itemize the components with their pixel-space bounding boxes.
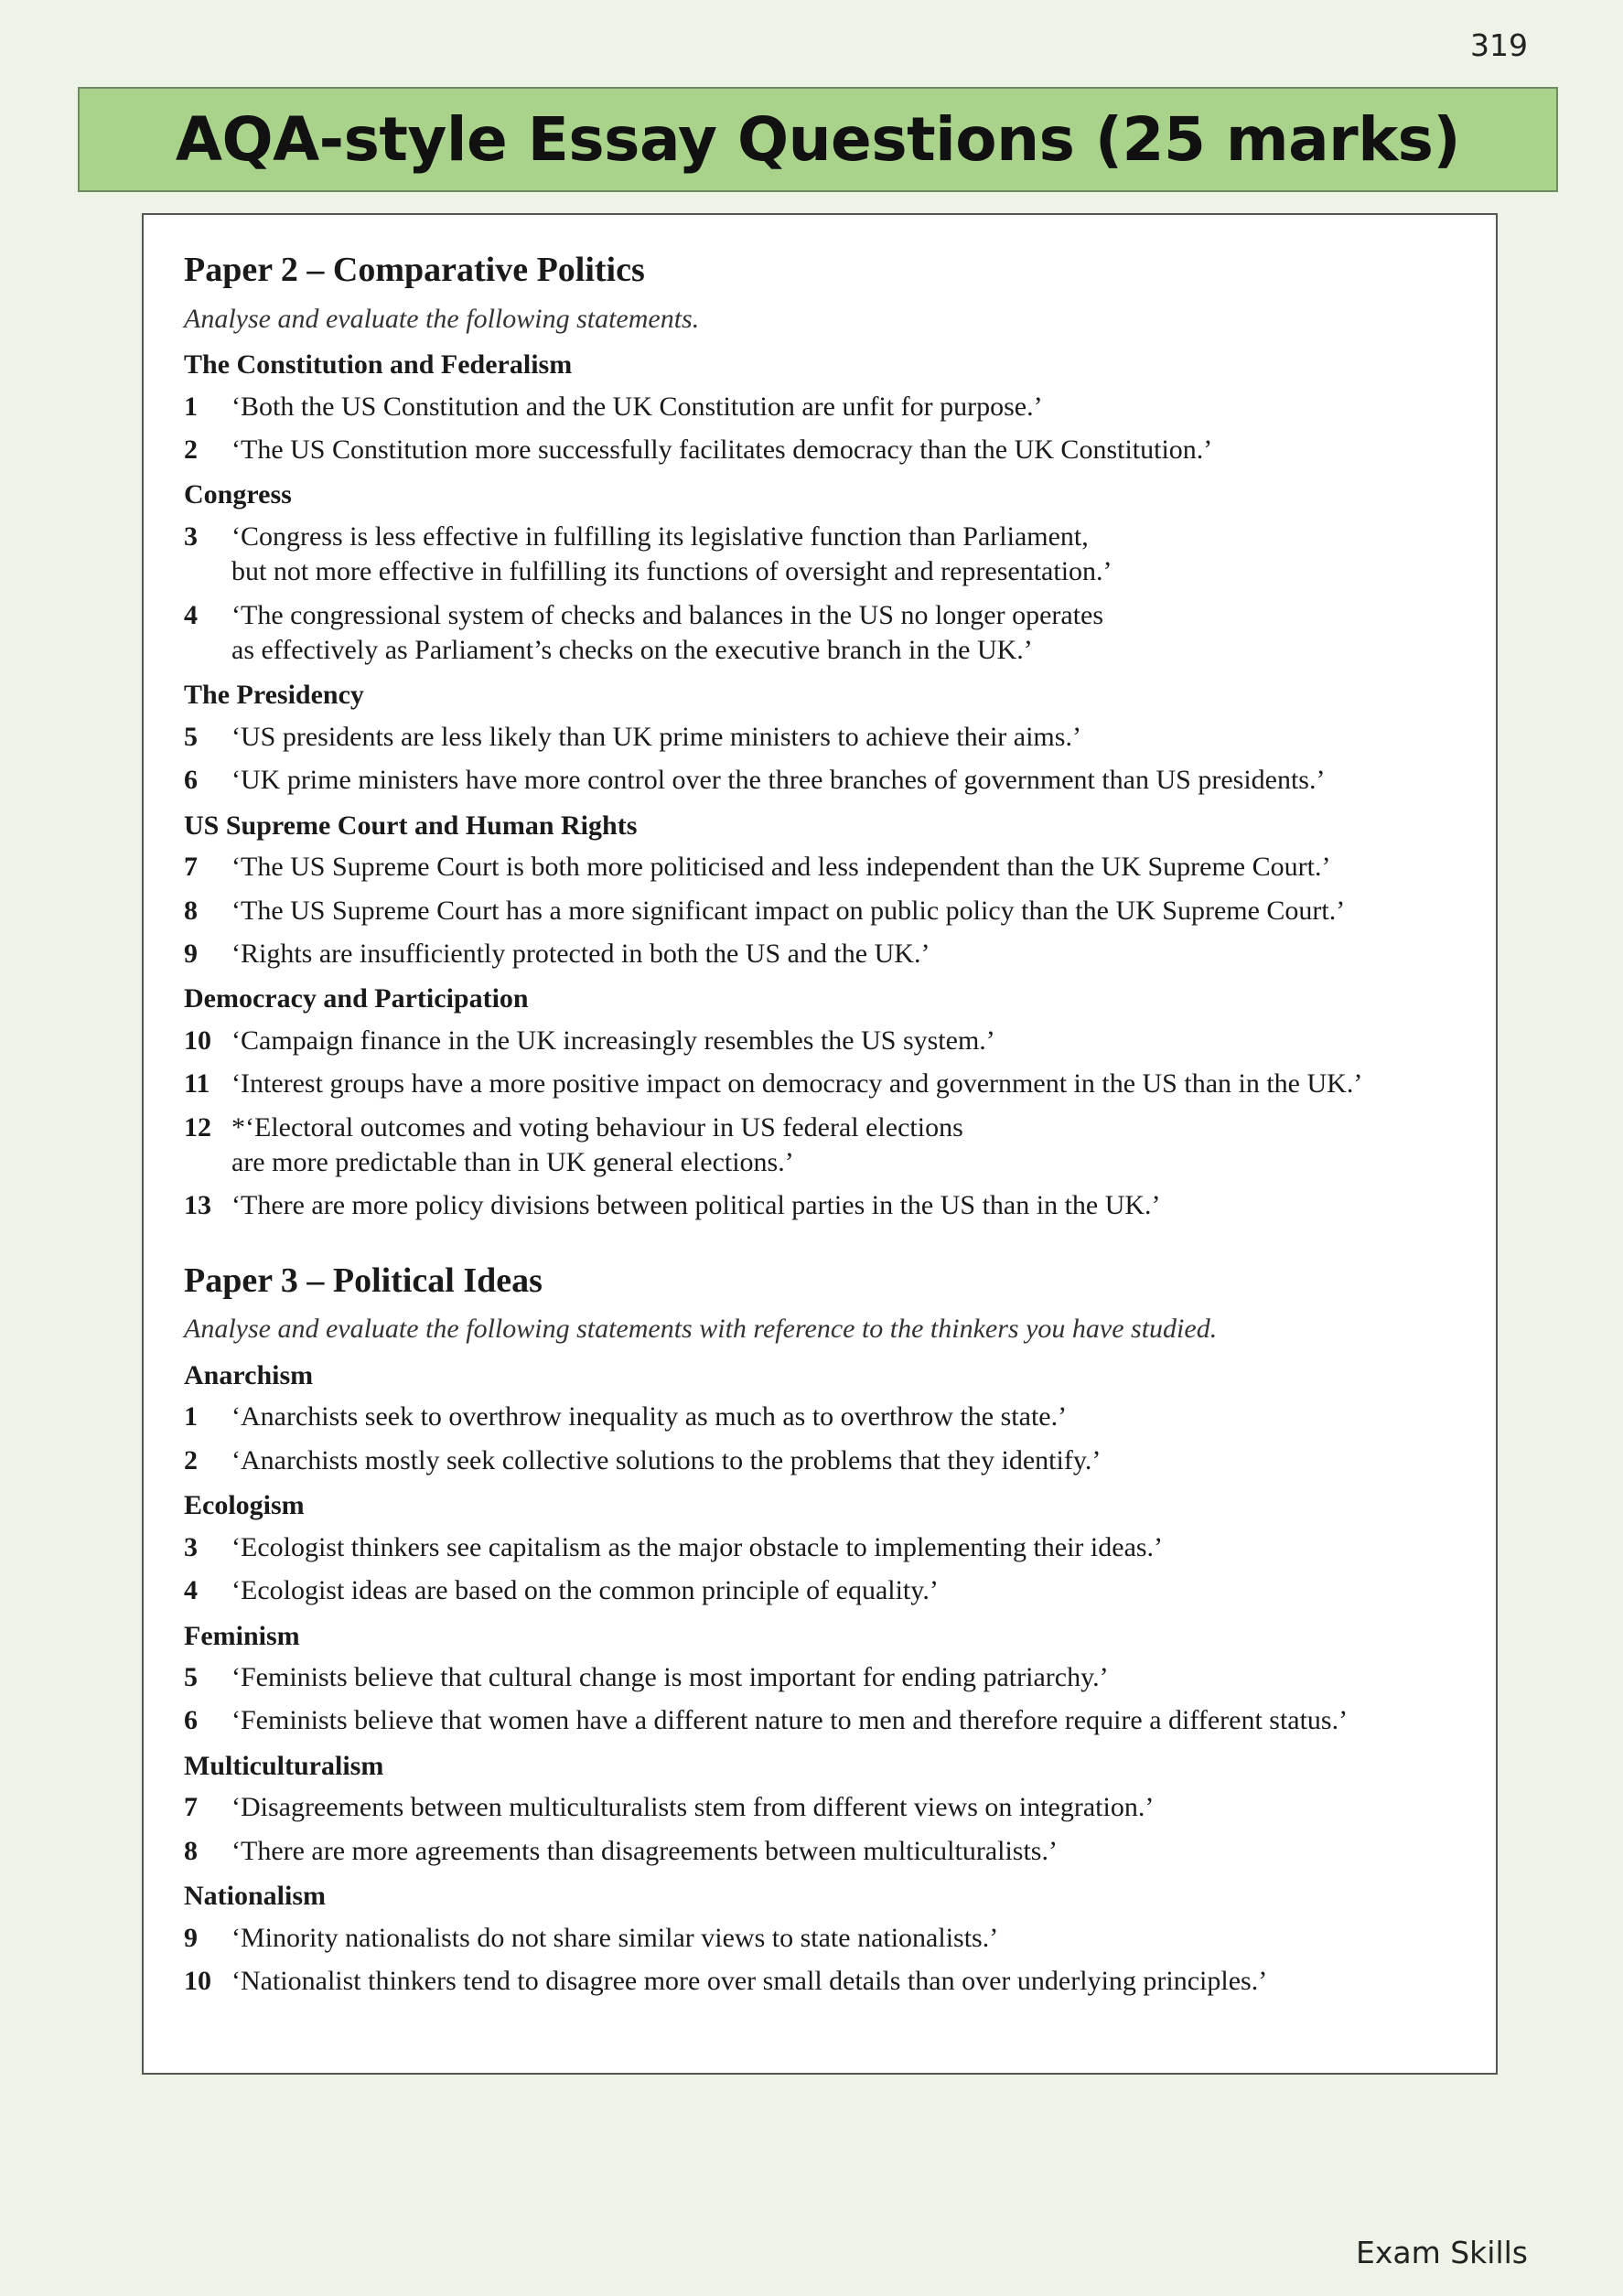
question-text: ‘Ecologist ideas are based on the common principle of equality.’ <box>231 1575 939 1606</box>
question-number: 3 <box>184 1531 198 1562</box>
question-item <box>184 1573 1459 1608</box>
title-banner <box>78 87 1558 192</box>
question-item <box>184 1834 1459 1869</box>
question-number: 1 <box>184 391 198 422</box>
question-text: ‘There are more policy divisions between political parties in the US than in the UK.’ <box>231 1190 1161 1221</box>
topic-heading: Congress <box>184 479 292 510</box>
paper-title: Paper 2 – Comparative Politics <box>184 251 645 289</box>
question-item <box>184 1188 1459 1223</box>
question-number: 6 <box>184 765 198 796</box>
question-item <box>184 1530 1459 1565</box>
question-number: 3 <box>184 520 198 552</box>
question-text: ‘The US Supreme Court has a more significant impact on public policy than the UK Supreme Court.’ <box>231 895 1346 926</box>
question-item <box>184 1964 1459 1999</box>
question-text: ‘There are more agreements than disagreements between multiculturalists.’ <box>231 1835 1058 1866</box>
question-text: ‘Campaign finance in the UK increasingly resembles the US system.’ <box>231 1025 995 1056</box>
question-text: ‘Ecologist thinkers see capitalism as the major obstacle to implementing their ideas.’ <box>231 1531 1164 1562</box>
question-item <box>184 1400 1459 1434</box>
topic-heading: The Presidency <box>184 680 364 711</box>
question-number: 2 <box>184 434 198 465</box>
question-number: 1 <box>184 1401 198 1432</box>
question-text: ‘Anarchists seek to overthrow inequality as much as to overthrow the state.’ <box>231 1401 1068 1432</box>
question-text: ‘Rights are insufficiently protected in both the US and the UK.’ <box>231 939 930 969</box>
question-number: 6 <box>184 1705 198 1736</box>
question-number: 9 <box>184 1922 198 1953</box>
paper-section <box>184 250 1459 1224</box>
question-text: ‘Anarchists mostly seek collective solutions to the problems that they identify.’ <box>231 1444 1102 1475</box>
question-number: 4 <box>184 599 198 630</box>
question-item <box>184 763 1459 798</box>
question-number: 12 <box>184 1111 211 1143</box>
question-item <box>184 720 1459 755</box>
topic-heading: Ecologism <box>184 1490 305 1521</box>
question-number: 8 <box>184 895 198 926</box>
question-text: ‘Congress is less effective in fulfilling its legislative function than Parliament, but not more effective in fulfilling its functions of oversight and representation.’ <box>231 520 1112 587</box>
question-text: ‘The congressional system of checks and balances in the US no longer operates as effectively as Parliament’s checks on the executive branch in the UK.’ <box>231 599 1104 666</box>
question-text: ‘Minority nationalists do not share similar views to state nationalists.’ <box>231 1922 999 1953</box>
question-text: ‘Disagreements between multiculturalists stem from different views on integration.’ <box>231 1792 1155 1823</box>
question-item <box>184 1024 1459 1058</box>
paper-instruction: Analyse and evaluate the following statements. <box>184 303 700 334</box>
question-text: ‘US presidents are less likely than UK prime ministers to achieve their aims.’ <box>231 721 1081 752</box>
topic-heading: Anarchism <box>184 1359 314 1390</box>
question-item <box>184 1067 1459 1101</box>
paper-section <box>184 1261 1459 2000</box>
topic-heading: Feminism <box>184 1620 300 1651</box>
question-text: ‘Feminists believe that cultural change is most important for ending patriarchy.’ <box>231 1662 1109 1692</box>
question-number: 13 <box>184 1190 211 1221</box>
question-item <box>184 1790 1459 1825</box>
topic-heading: US Supreme Court and Human Rights <box>184 810 638 841</box>
question-number: 7 <box>184 852 198 883</box>
question-item <box>184 520 1459 590</box>
question-text: ‘UK prime ministers have more control over the three branches of government than US presidents.’ <box>231 765 1326 796</box>
question-number: 9 <box>184 939 198 969</box>
question-item <box>184 1660 1459 1695</box>
question-item <box>184 1921 1459 1956</box>
question-item <box>184 598 1459 669</box>
topic-heading: The Constitution and Federalism <box>184 349 573 381</box>
question-item <box>184 390 1459 424</box>
question-text: ‘Nationalist thinkers tend to disagree more over small details than over underlying principles.’ <box>231 1965 1268 1996</box>
question-number: 10 <box>184 1965 211 1996</box>
question-text: ‘The US Constitution more successfully facilitates democracy than the UK Constitution.’ <box>231 434 1213 465</box>
paper-instruction: Analyse and evaluate the following statements with reference to the thinkers you have studied. <box>184 1314 1218 1345</box>
question-item <box>184 1443 1459 1478</box>
paper-title: Paper 3 – Political Ideas <box>184 1261 543 1300</box>
page-title: AQA-style Essay Questions (25 marks) <box>175 104 1461 175</box>
question-item <box>184 433 1459 467</box>
question-number: 4 <box>184 1575 198 1606</box>
topic-heading: Nationalism <box>184 1881 327 1912</box>
question-number: 10 <box>184 1025 211 1056</box>
question-number: 5 <box>184 1662 198 1692</box>
question-item <box>184 850 1459 885</box>
question-number: 5 <box>184 721 198 752</box>
question-number: 11 <box>184 1068 210 1100</box>
question-text: ‘Interest groups have a more positive impact on democracy and government in the US than in the UK.’ <box>231 1068 1363 1100</box>
question-text: *‘Electoral outcomes and voting behaviour in US federal elections are more predictable than in UK general elections.’ <box>231 1111 963 1178</box>
question-number: 7 <box>184 1792 198 1823</box>
question-number: 2 <box>184 1444 198 1475</box>
question-item <box>184 894 1459 928</box>
question-text: ‘Both the US Constitution and the UK Constitution are unfit for purpose.’ <box>231 391 1043 422</box>
question-item <box>184 1110 1459 1181</box>
question-item <box>184 937 1459 971</box>
question-item <box>184 1703 1459 1738</box>
questions-box <box>142 213 1498 2075</box>
question-number: 8 <box>184 1835 198 1866</box>
page-number: 319 <box>1470 27 1528 63</box>
footer-section-label: Exam Skills <box>1356 2235 1528 2270</box>
topic-heading: Multiculturalism <box>184 1750 384 1781</box>
topic-heading: Democracy and Participation <box>184 983 529 1014</box>
question-text: ‘The US Supreme Court is both more politicised and less independent than the UK Supreme Court.’ <box>231 852 1331 883</box>
question-text: ‘Feminists believe that women have a different nature to men and therefore require a different status.’ <box>231 1705 1349 1736</box>
